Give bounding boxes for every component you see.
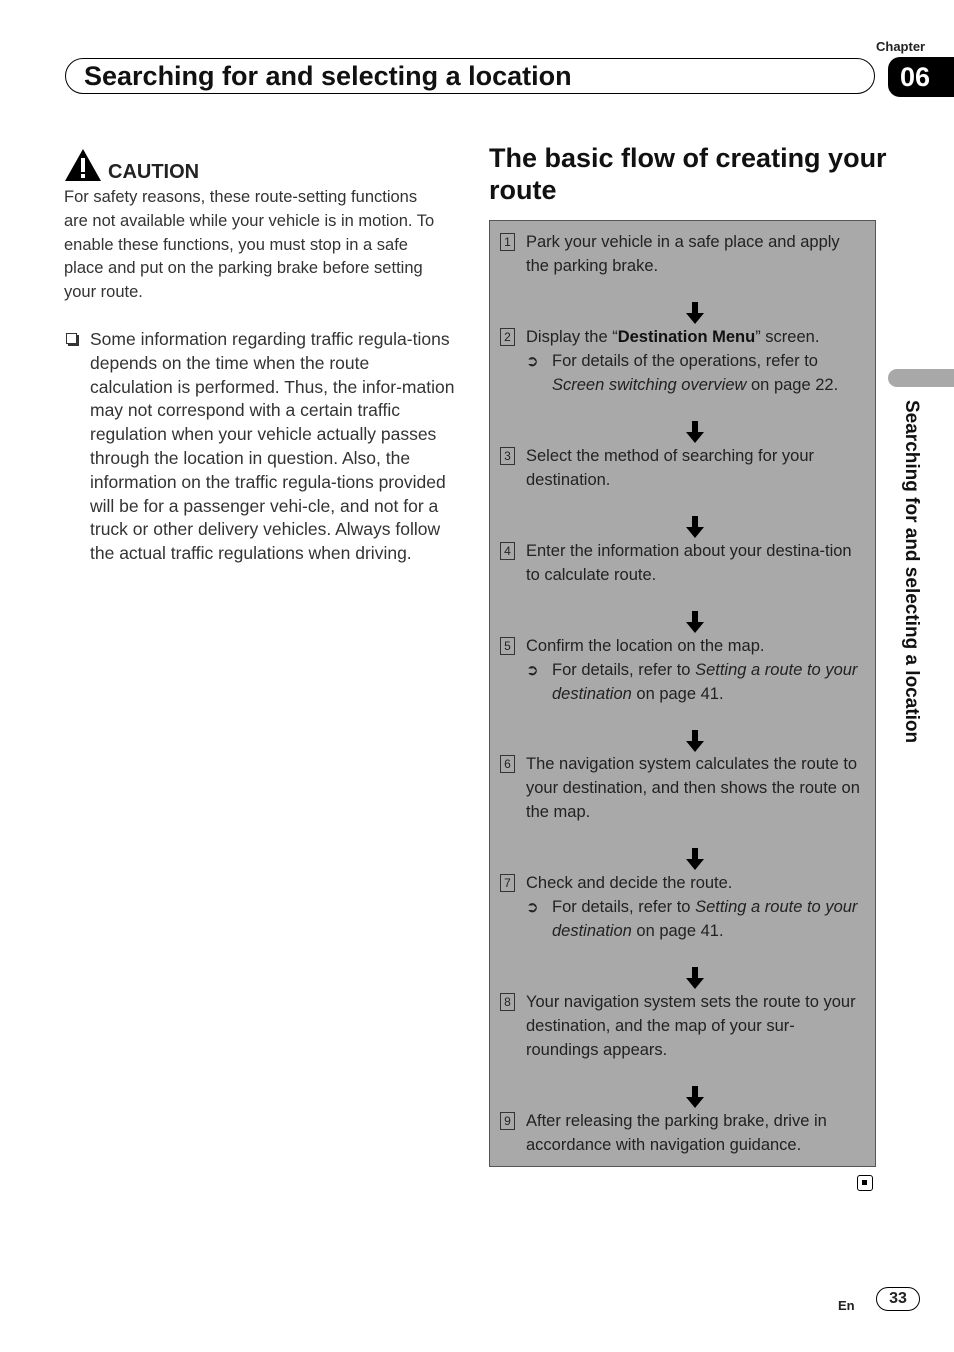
arrow-down-icon [685,421,705,443]
step-number: 3 [500,447,515,465]
step-number: 9 [500,1112,515,1130]
step-number: 6 [500,755,515,773]
step-text [526,326,864,350]
note-item [64,328,456,566]
flow-step-6 [500,753,864,824]
flow-step-3 [500,445,864,493]
arrow-down-icon [685,516,705,538]
flow-step-9 [500,1110,864,1158]
page-header-title: Searching for and selecting a location [65,58,875,94]
step-number: 4 [500,542,515,560]
step-text: The navigation system calculates the route to your destination, and then shows the route on the map. [526,755,860,821]
step-text: After releasing the parking brake, drive in accordance with navigation guidance. [526,1112,827,1154]
section-end-icon [857,1175,873,1191]
warning-triangle-icon [64,148,102,182]
note-text: Some information regarding traffic regula-tions depends on the time when the route calculation is performed. Thus, the infor-mation may not correspond with a certain traffic regulation when your vehicle actually passes through the location in question. Also, the information on the traffic regula-tions provided will be for a passenger vehi-cle, and not for a truck or other delivery vehicles. Always follow the actual traffic regulations when driving. [90,329,455,564]
reference-text: on page 41. [631,684,724,703]
reference-text: For details of the operations, refer to [552,351,818,370]
flow-step-7 [500,872,864,943]
arrow-down-icon [685,730,705,752]
arrow-down-icon [685,848,705,870]
caution-label: CAUTION [108,161,200,183]
language-label: En [838,1298,855,1313]
step-reference [526,896,864,944]
reference-text: on page 22. [746,375,839,394]
reference-arrow-icon: ➲ [526,661,539,679]
step-number: 5 [500,637,515,655]
step-text: Enter the information about your destina-tion to calculate route. [526,542,852,584]
step-reference [526,659,864,707]
reference-link-text: Setting a route to your destination [552,897,858,940]
flow-step-1 [500,231,864,279]
step-text: Park your vehicle in a safe place and apply the parking brake. [526,233,840,275]
step-text-part: Display the “ [526,328,618,346]
reference-link-text: Screen switching overview [552,375,747,394]
section-title: The basic flow of creating your route [489,143,887,205]
reference-arrow-icon: ➲ [526,898,539,916]
flow-step-2 [500,326,864,397]
step-reference [526,350,864,398]
flow-step-4 [500,540,864,588]
arrow-down-icon [685,1086,705,1108]
step-number: 2 [500,328,515,346]
step-text: Your navigation system sets the route to your destination, and the map of your sur-roundings appears. [526,993,856,1059]
destination-menu-label: Destination Menu [617,328,756,346]
flow-step-8 [500,991,864,1062]
step-text: Confirm the location on the map. [526,637,765,655]
side-tab-marker [888,369,954,387]
reference-text: on page 41. [631,921,724,940]
step-number: 1 [500,233,515,251]
side-tab-title: Searching for and selecting a location [901,400,922,744]
reference-link-text: Setting a route to your destination [552,660,858,703]
step-text-part: ” screen. [755,328,820,346]
chapter-number-badge: 06 [888,57,954,97]
step-number: 7 [500,874,515,892]
arrow-down-icon [685,967,705,989]
page-number: 33 [876,1287,920,1311]
reference-text: For details, refer to [552,660,696,679]
step-number: 8 [500,993,515,1011]
reference-arrow-icon: ➲ [526,352,539,370]
caution-text: For safety reasons, these route-setting functions are not available while your vehicle is in motion. To enable these functions, you must stop in a safe place and put on the parking brake before setting your route. [64,188,435,302]
reference-text: For details, refer to [552,897,696,916]
route-flow-chart [489,220,876,1167]
checkbox-bullet-icon [66,333,77,344]
chapter-label: Chapter [876,39,926,54]
flow-step-5 [500,635,864,706]
arrow-down-icon [685,611,705,633]
step-text: Select the method of searching for your destination. [526,447,814,489]
step-text: Check and decide the route. [526,874,733,892]
arrow-down-icon [685,302,705,324]
